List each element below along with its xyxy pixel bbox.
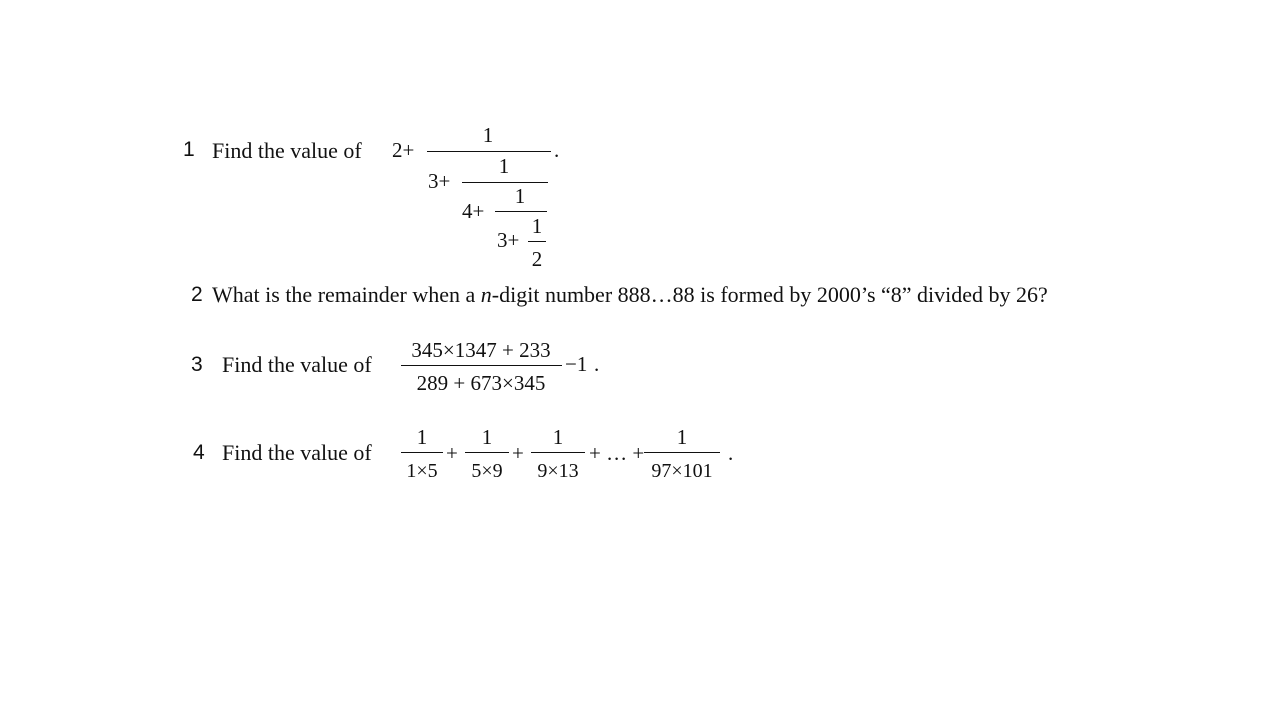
- expression-period: .: [728, 441, 734, 465]
- fraction-whole: 3+: [428, 169, 451, 193]
- variable-n: n: [480, 282, 492, 307]
- problem-number: 3: [191, 353, 203, 376]
- plus-sign: +: [446, 441, 458, 465]
- problem-number: 4: [193, 441, 205, 464]
- fraction-bar: [427, 151, 551, 152]
- fraction-bar: [528, 241, 546, 242]
- fraction-numerator: 1: [552, 425, 564, 449]
- fraction-bar: [401, 365, 562, 366]
- problem-prompt: Find the value of: [222, 352, 372, 377]
- fraction-denominator: 1×5: [406, 460, 438, 482]
- problem-prompt: Find the value of: [222, 440, 372, 465]
- expression-period: .: [594, 352, 600, 376]
- fraction-numerator: 1: [531, 214, 543, 238]
- expression-suffix: −1: [565, 352, 588, 376]
- plus-sign: +: [512, 441, 524, 465]
- fraction-whole: 2+: [392, 138, 415, 162]
- problem-number: 2: [191, 283, 203, 306]
- fraction-whole: 4+: [462, 199, 485, 223]
- fraction-numerator: 1: [514, 184, 526, 208]
- fraction-bar: [495, 211, 547, 212]
- expression-period: .: [554, 138, 560, 162]
- fraction-bar: [531, 452, 585, 453]
- problem-number: 1: [183, 138, 195, 161]
- problem-text: [212, 284, 1048, 306]
- fraction-denominator: 97×101: [651, 460, 713, 482]
- fraction-bar: [465, 452, 509, 453]
- fraction-numerator: 1: [482, 123, 494, 147]
- fraction-numerator: 345×1347 + 233: [411, 338, 551, 362]
- fraction-denominator: 9×13: [537, 460, 579, 482]
- fraction-numerator: 1: [498, 154, 510, 178]
- fraction-denominator: 2: [531, 247, 543, 271]
- fraction-bar: [462, 182, 548, 183]
- text-after: -digit number 888…88 is formed by 2000’s “8” divided by 26?: [491, 282, 1048, 307]
- fraction-numerator: 1: [416, 425, 428, 449]
- fraction-bar: [401, 452, 443, 453]
- fraction-bar: [644, 452, 720, 453]
- problem-prompt: Find the value of: [212, 138, 362, 163]
- fraction-whole: 3+: [497, 228, 520, 252]
- fraction-numerator: 1: [481, 425, 493, 449]
- fraction-denominator: 5×9: [471, 460, 503, 482]
- fraction-numerator: 1: [676, 425, 688, 449]
- ellipsis-plus: + … +: [589, 441, 645, 465]
- text-before: What is the remainder when a: [212, 282, 481, 307]
- fraction-denominator: 289 + 673×345: [416, 371, 546, 395]
